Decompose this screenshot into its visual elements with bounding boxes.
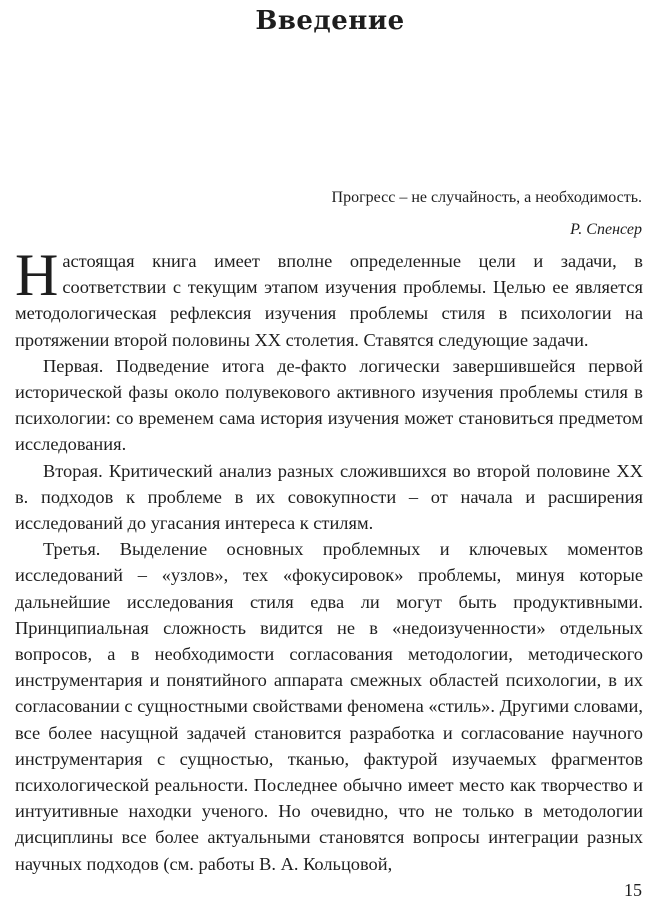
page-number: 15	[624, 880, 642, 900]
epigraph	[182, 182, 642, 246]
paragraph-1-text: астоящая книга имеет вполне определенные цели и задачи, в соответствии с текущим этапом изучения проблемы. Целью ее является методологическая рефлексия изучения проблемы стиля в психологии на протяжении второй половины ХХ столетия. Ставятся следующие задачи.	[15, 251, 643, 350]
paragraph-4: Третья. Выделение основных проблемных и ключевых моментов исследований – «узлов», тех «фокусировок» проблемы, минуя которые дальнейшие исследования стиля едва ли могут быть продуктивными. Принципиальная сложность видится не в «недоизученности» отдельных вопросов, а в необходимости согласования методологии, методического инструментария и понятийного аппарата смежных областей психологии, в их согласовании с сущностными свойствами феномена «стиль». Другими словами, все более насущной задачей становится разработка и согласование научного инструментария с сущностью, тканью, фактурой изучаемых фрагментов психологической реальности. Последнее обычно имеет место как творчество и интуитивные находки ученого. Но очевидно, что не только в методологии дисциплины все более актуальными становятся вопросы интеграции разных научных подходов (см. работы В. А. Кольцовой,	[15, 539, 643, 874]
drop-cap: Н	[15, 242, 59, 308]
paragraph-1	[15, 242, 643, 353]
epigraph-author: Р. Спенсер	[570, 221, 642, 238]
paragraph-2: Первая. Подведение итога де-факто логически завершившейся первой исторической фазы около полувекового активного изучения проблемы стиля в психологии: со временем сама история изучения может становиться предметом исследования.	[15, 355, 643, 455]
chapter-title: Введение	[255, 6, 405, 36]
paragraph-3: Вторая. Критический анализ разных сложившихся во второй половине ХХ в. подходов к проблеме в их совокупности – от начала и расширения исследований до угасания интереса к стилям.	[15, 460, 643, 534]
body-text	[15, 242, 643, 877]
epigraph-quote: Прогресс – не случайность, а необходимость.	[331, 189, 642, 206]
